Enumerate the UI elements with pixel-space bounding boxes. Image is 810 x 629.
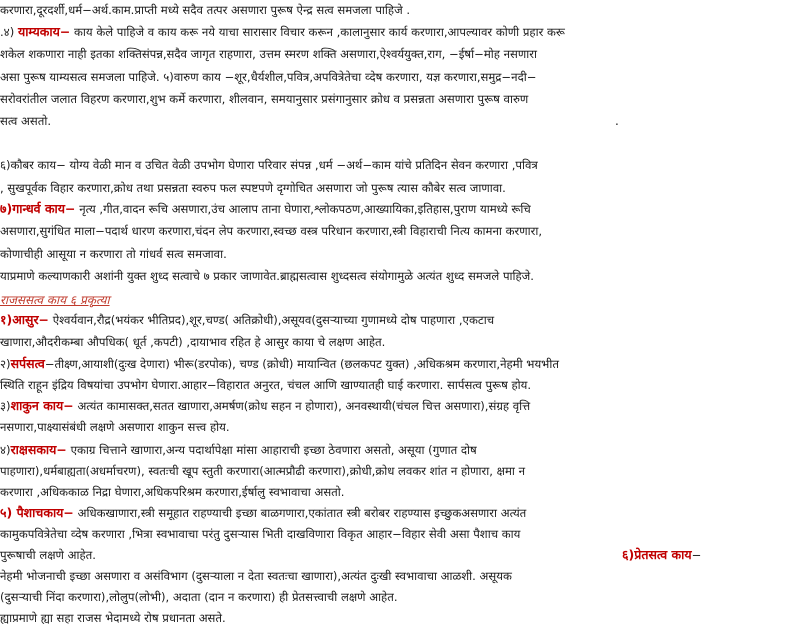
text-line: सरोवरांतील जलात विहरण करणारा,शुभ कर्मे करणारा, शीलवान, समयानुसार प्रसंगानुसार क्रोध व प्रसन्नता असणारा पुरूष वारुण (0, 92, 529, 106)
section-heading-preta: ६)प्रेतसत्व काय (622, 547, 692, 562)
text-line: १)आसुर− ऐश्वर्यवान,रौद्र(भयंकर भीतिप्रद),शूर,चण्ड( अतिक्रोधी),असूयव(दुसऱ्याच्या गुणामध्ये दोष पाहणारा ,एकटाच (0, 312, 495, 327)
text-line: सत्व असतो. (0, 114, 52, 128)
text-line: पाहणारा),धर्मबाह्यता(अधर्माचरण), स्वतःची खूप स्तुती करणारा(आत्मप्रौढी करणारा),क्रोधी,क्रोध लवकर शांत न होणारा, क्षमा न (0, 464, 526, 478)
text-line: शकेल शकणारा नाही इतका शक्तिसंपन्न,सदैव जागृत राहणारा, उत्तम स्मरण शक्ति असणारा,ऐश्वर्ययुक्त,राग, −ईर्षा−मोह नसणारा (0, 47, 538, 61)
text-line: असणारा,सुगंधित माला−पदार्थ धारण करणारा,चंदन लेप करणारा,स्वच्छ वस्त्र परिधान करणारा,स्त्री विहाराची नित्य कामना करणारा, (0, 224, 543, 238)
text-line: स्थिति राहून इंद्रिय विषयांचा उपभोग घेणारा.आहार−विहारात अनुरत, चंचल आणि खाण्यातही घाई करणारा. सार्पसत्व पुरूष होय. (0, 378, 532, 392)
section-heading-asura: १)आसुर− (0, 312, 50, 327)
section-heading-paishacha: ५) पैशाचकाय− (0, 505, 74, 520)
section-heading-shakuna: शाकुन काय− (10, 398, 74, 413)
text-line: करणारा ,अधिककाळ निद्रा घेणारा,अधिकपरिश्रम करणारा,ईर्षालु स्वभावाचा असतो. (0, 485, 345, 499)
text-line: कामुकपवित्रेतेचा व्देष करणारा ,भित्रा स्वभावाचा परंतु दुसऱ्यास भिती दाखविणारा विकृत आहार−विहार सेवी असा पैशाच काय (0, 527, 521, 541)
text-line: खाणारा,औदरीकम्बा औपधिक( धूर्त ,कपटी) ,दायाभाव रहित हे आसुर काया चे लक्षण आहेत. (0, 335, 386, 349)
text-line: नेहमी भोजनाची इच्छा असणारा व असंविभाग (दुसऱ्याला न देता स्वतःचा खाणारा),अत्यंत दुःखी स्वभावाचा आळशी. असूयक (0, 569, 512, 583)
stray-mark: . (615, 114, 619, 128)
text-line: ७)गान्धर्व काय− नृत्य ,गीत,वादन रूचि असणारा,उंच आलाप ताना घेणारा,श्लोकपठण,आख्यायिका,इतिहास,पुराण यामध्ये रूचि (0, 201, 531, 216)
text-line: .४) याम्यकाय− काय केले पाहिजे व काय करू नये याचा सारासार विचार करून ,कालानुसार कार्य करणारा,आपल्यावर कोणी प्रहार करू (0, 24, 565, 39)
rajas-section-heading: राजससत्व काय ६ प्रकृत्या (0, 293, 110, 307)
text-line: पुरूषाची लक्षणे आहेत. (0, 548, 96, 562)
subheading-line (0, 290, 810, 310)
text-line: ६)कौबर काय− योग्य वेळी मान व उचित वेळी उपभोग घेणारा परिवार संपन्न ,धर्म −अर्थ−काम यांचे प्रतिदिन सेवन करणारा ,पवित्र (0, 158, 538, 172)
text-line: नसणारा,पाक्ष्यासंबंधी लक्षणे असणारा शाकुन सत्त्व होय. (0, 420, 230, 434)
text-line: याप्रमाणे कल्याणकारी अशांनी युक्त शुध्द सत्वाचे ७ प्रकार जाणावेत.ब्राह्मसत्वास शुध्दसत्व संयोगामुळे अत्यंत शुध्द समजले पाहिजे. (0, 269, 534, 283)
text-line: २)सर्पसत्व−तीक्ष्ण,आयाशी(दुःख देणारा) भीरू(डरपोक), चण्ड (क्रोधी) मायान्वित (छलकपट युक्त) ,अधिकश्रम करणारा,नेहमी भयभीत (0, 356, 559, 371)
section-heading-yamya: याम्यकाय− (17, 24, 71, 39)
text-line: करणारा,दूरदर्शी,धर्म−अर्थ.काम.प्राप्ती मध्ये सदैव तत्पर असणारा पुरूष ऐन्द्र सत्व समजला पाहिजे . (0, 3, 411, 17)
text-line: कोणाचीही आसूया न करणारा तो गांधर्व सत्व समजावा. (0, 247, 227, 261)
text-line: , सुखपूर्वक विहार करणारा,क्रोध तथा प्रसन्नता स्वरुप फल स्पष्टपणे दृग्गोचित असणारा जो पुरूष त्यास कौबेर सत्व जाणावा. (0, 181, 506, 195)
text-line: असा पुरूष याम्यसत्व समजला पाहिजे. ५)वारुण काय −शूर,धैर्यशील,पवित्र,अपवित्रेतेचा व्देष करणारा, यज्ञ करणारा,समुद्र−नदी− (0, 70, 537, 84)
section-heading-gandharva: ७)गान्धर्व काय− (0, 201, 76, 216)
text-line: ३)शाकुन काय− अत्यंत कामासक्त,सतत खाणारा,अमर्षण(क्रोध सहन न होणारा), अनवस्थायी(चंचल चित्त असणारा),संग्रह वृत्ति (0, 398, 531, 413)
text-line: ४)राक्षसकाय− एकाग्र चित्ताने खाणारा,अन्य पदार्थापेक्षा मांसा आहाराची इच्छा ठेवणारा असतो, असूया (गुणात दोष (0, 442, 477, 457)
text-line-right: ६)प्रेतसत्व काय− (622, 547, 702, 562)
section-heading-rakshasa: राक्षसकाय− (10, 442, 67, 457)
text-line: ह्याप्रमाणे ह्या सहा राजस भेदामध्ये रोष प्रधानता असते. (0, 611, 226, 625)
section-heading-sarpa: सर्पसत्व (10, 356, 45, 371)
text-line: ५) पैशाचकाय− अधिकखाणारा,स्त्री समूहात राहण्याची इच्छा बाळगणारा,एकांतात स्त्री बरोबर राहण्यास इच्छुकअसणारा अत्यंत (0, 505, 527, 520)
text-line: (दुसऱ्याची निंदा करणारा),लोलुप(लोभी), अदाता (दान न करणारा) ही प्रेतसत्त्वाची लक्षणे आहेत. (0, 590, 398, 604)
